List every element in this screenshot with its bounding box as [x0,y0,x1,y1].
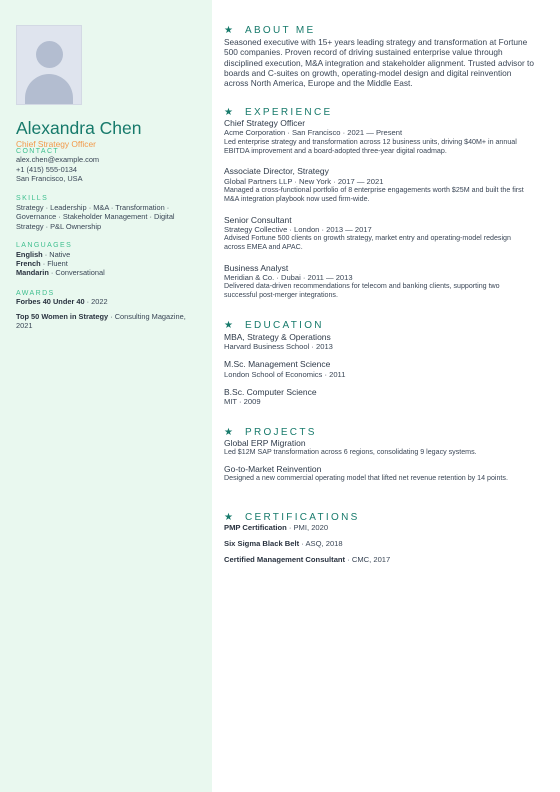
language-item [16,250,196,259]
awards-label: AWARDS [16,290,55,297]
language-level: · Conversational [48,268,105,277]
star-icon: ★ [224,427,233,438]
section-title: EDUCATION [244,320,324,331]
project-desc: Designed a new commercial operating model that lifted net revenue retention by 14 points. [224,474,508,482]
star-icon: ★ [224,320,233,331]
contact-label: CONTACT [16,148,60,155]
section-title: CERTIFICATIONS [244,512,360,523]
certification-detail: · PMI, 2020 [286,523,329,532]
experience-desc: Led enterprise strategy and transformation across 12 business units, driving $40M+ in annual EBITDA improvement and a board-adopted three-year digital roadmap. [224,138,517,156]
avatar-head-shape [36,41,63,68]
language-item [16,259,196,268]
languages-label: LANGUAGES [16,242,73,249]
certification-name: Six Sigma Black Belt [224,539,300,548]
language-name: Mandarin [16,268,49,277]
language-level: · Fluent [40,259,68,268]
avatar-shoulders-shape [25,74,73,105]
certification-name: PMP Certification [224,523,287,532]
education-meta: Harvard Business School · 2013 [224,342,333,351]
experience-meta: Meridian & Co. · Dubai · 2011 — 2013 [224,273,353,282]
project-name: Go-to-Market Reinvention [224,464,322,474]
certification-name: Certified Management Consultant [224,555,346,564]
star-icon: ★ [224,512,233,523]
award-item [16,297,196,306]
about-text: Seasoned executive with 15+ years leading strategy and transformation at Fortune 500 companies. Proven record of driving sustained enterprise value through disciplined execution, M&A integration and stakeholder alignment. Trusted advisor to boards and C-suites on growth, operating-model design and digital reinvention across North America, Europe and the Middle East. [224,37,534,89]
experience-role: Business Analyst [224,263,289,273]
section-title: EXPERIENCE [244,107,333,118]
certification-item [224,539,343,548]
education-meta: MIT · 2009 [224,397,261,406]
language-name: English [16,250,43,259]
section-heading-experience [224,107,332,118]
language-item [16,268,196,277]
experience-desc: Managed a cross-functional portfolio of 8 enterprise engagements worth $25M and built the first M&A integration playbook now used firm-wide. [224,186,524,204]
contact-location: San Francisco, USA [16,174,83,183]
contact-email[interactable]: alex.chen@example.com [16,155,100,164]
project-desc: Led $12M SAP transformation across 6 regions, consolidating 9 legacy systems. [224,448,477,456]
award-detail: · Consulting Magazine, 2021 [16,312,186,331]
skills-text: Strategy · Leadership · M&A · Transformation · Governance · Stakeholder Management · Digital Strategy · P&L Ownership [16,203,175,231]
avatar [16,25,82,105]
experience-meta: Acme Corporation · San Francisco · 2021 — Present [224,128,403,137]
certification-item [224,523,328,532]
language-name: French [16,259,41,268]
section-heading-projects [224,427,317,438]
experience-role: Associate Director, Strategy [224,166,329,176]
experience-desc: Delivered data-driven recommendations for telecom and banking clients, supporting two successful post-merger integrations. [224,282,500,300]
section-heading-about [224,25,315,36]
certification-detail: · CMC, 2017 [345,555,391,564]
award-detail: · 2022 [84,297,108,306]
section-title: PROJECTS [244,427,317,438]
certification-item [224,555,390,564]
section-heading-education [224,320,324,331]
experience-meta: Strategy Collective · London · 2013 — 2017 [224,225,372,234]
section-title: ABOUT ME [244,25,316,36]
project-name: Global ERP Migration [224,438,306,448]
experience-role: Senior Consultant [224,215,292,225]
award-name: Top 50 Women in Strategy [16,312,109,321]
skills-label: SKILLS [16,195,49,202]
education-meta: London School of Economics · 2011 [224,370,346,379]
section-heading-certifications [224,512,360,523]
language-level: · Native [42,250,71,259]
experience-role: Chief Strategy Officer [224,118,306,128]
star-icon: ★ [224,25,233,36]
award-name: Forbes 40 Under 40 [16,297,85,306]
profile-role: Chief Strategy Officer [16,139,96,149]
certification-detail: · ASQ, 2018 [299,539,343,548]
education-degree: M.Sc. Management Science [224,359,331,369]
experience-meta: Global Partners LLP · New York · 2017 — 2021 [224,177,384,186]
contact-phone[interactable]: +1 (415) 555-0134 [16,165,78,174]
award-item [16,312,186,331]
profile-name: Alexandra Chen [16,118,142,138]
experience-desc: Advised Fortune 500 clients on growth strategy, market entry and operating-model redesign across EMEA and APAC. [224,234,511,252]
education-degree: B.Sc. Computer Science [224,387,317,397]
star-icon: ★ [224,107,233,118]
education-degree: MBA, Strategy & Operations [224,332,331,342]
